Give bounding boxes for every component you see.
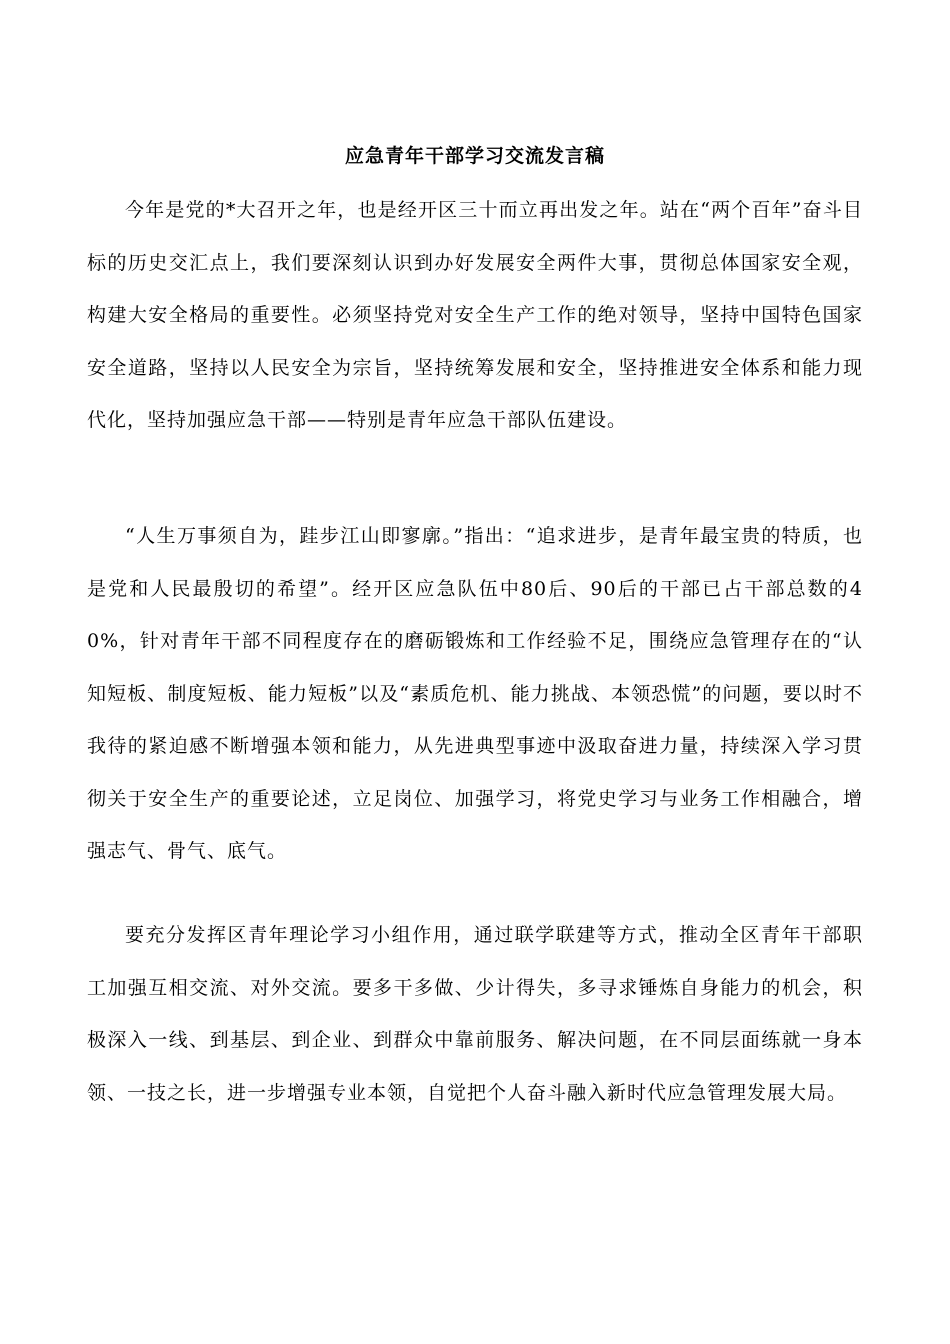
document-title: 应急青年干部学习交流发言稿 [344,145,605,167]
paragraph-3: 要充分发挥区青年理论学习小组作用，通过联学联建等方式，推动全区青年干部职工加强互相交流、对外交流。要多干多做、少计得失，多寻求锤炼自身能力的机会，积极深入一线、到基层、到企业、到群众中靠前服务、解决问题，在不同层面练就一身本领、一技之长，进一步增强专业本领，自觉把个人奋斗融入新时代应急管理发展大局。 [87,924,863,1104]
paragraph-2: “人生万事须自为，跬步江山即寥廓。”指出：“追求进步，是青年最宝贵的特质，也是党和人民最殷切的希望”。经开区应急队伍中80后、90后的干部已占干部总数的40%，针对青年干部不同程度存在的磨砺锻炼和工作经验不足，围绕应急管理存在的“认知短板、制度短板、能力短板”以及“素质危机、能力挑战、本领恐慌”的问题，要以时不我待的紧迫感不断增强本领和能力，从先进典型事迹中汲取奋进力量，持续深入学习贯彻关于安全生产的重要论述，立足岗位、加强学习，将党史学习与业务工作相融合，增强志气、骨气、底气。 [87,525,863,862]
paragraph-1: 今年是党的*大召开之年，也是经开区三十而立再出发之年。站在“两个百年”奋斗目标的历史交汇点上，我们要深刻认识到办好发展安全两件大事，贯彻总体国家安全观，构建大安全格局的重要性。必须坚持党对安全生产工作的绝对领导，坚持中国特色国家安全道路，坚持以人民安全为宗旨，坚持统筹发展和安全，坚持推进安全体系和能力现代化，坚持加强应急干部——特别是青年应急干部队伍建设。 [87,199,863,431]
